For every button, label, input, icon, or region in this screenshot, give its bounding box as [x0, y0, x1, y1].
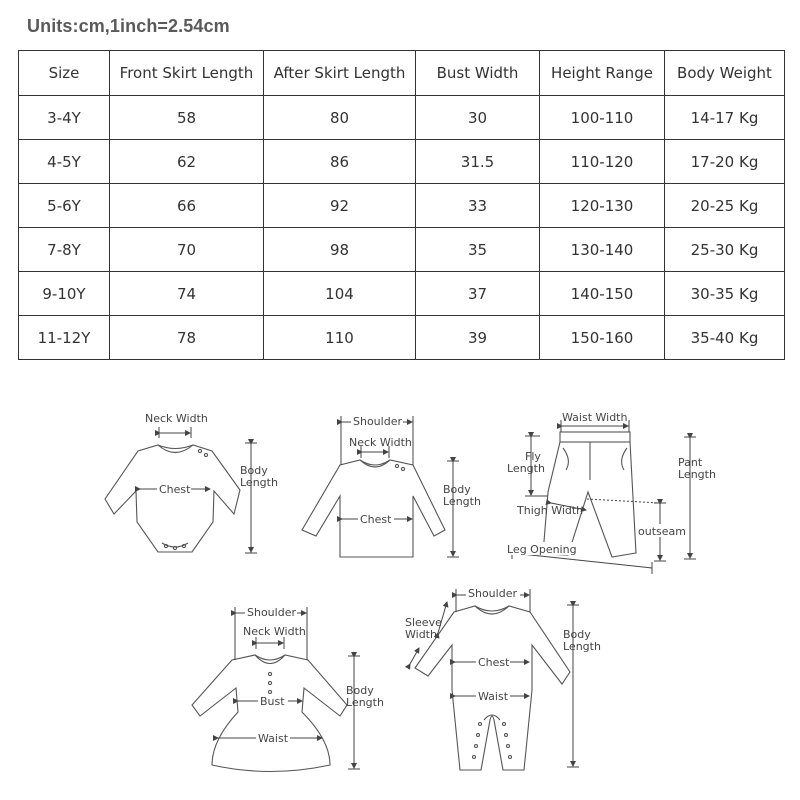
pants-waist-width-label: Waist Width — [562, 411, 628, 424]
pants-outseam-label: outseam — [638, 525, 686, 538]
top-body-length-label-1: Body — [443, 483, 471, 496]
cell-bust-width: 39 — [416, 316, 540, 360]
cell-front-skirt-length: 58 — [110, 96, 264, 140]
table-header-row — [19, 51, 785, 96]
top-shoulder-label: Shoulder — [353, 415, 402, 428]
romper-sleeve-width-label-1: Sleeve — [405, 616, 442, 629]
header-body-weight: Body Weight — [665, 51, 785, 96]
cell-bust-width: 35 — [416, 228, 540, 272]
table-row — [19, 228, 785, 272]
top-diagram — [302, 460, 445, 557]
pants-fly-length-label-1: Fly — [525, 450, 541, 463]
cell-after-skirt-length: 104 — [264, 272, 416, 316]
dress-body-length-label-2: Length — [346, 696, 384, 709]
bodysuit-chest-label: Chest — [159, 483, 191, 496]
dress-bust-label: Bust — [260, 695, 285, 708]
cell-height-range: 140-150 — [540, 272, 665, 316]
table-row — [19, 96, 785, 140]
cell-front-skirt-length: 78 — [110, 316, 264, 360]
cell-height-range: 120-130 — [540, 184, 665, 228]
romper-body-length-label-1: Body — [563, 628, 591, 641]
measurement-diagrams — [0, 385, 800, 800]
top-body-length-label-2: Length — [443, 495, 481, 508]
cell-height-range: 130-140 — [540, 228, 665, 272]
dress-waist-label: Waist — [258, 732, 289, 745]
cell-front-skirt-length: 62 — [110, 140, 264, 184]
table-row — [19, 316, 785, 360]
pants-diagram — [543, 432, 636, 557]
cell-bust-width: 31.5 — [416, 140, 540, 184]
pants-thigh-width-label: Thigh Width — [517, 504, 584, 517]
cell-body-weight: 17-20 Kg — [665, 140, 785, 184]
romper-body-length-label-2: Length — [563, 640, 601, 653]
bodysuit-neck-width-label: Neck Width — [145, 412, 208, 425]
bodysuit-diagram — [105, 445, 240, 552]
cell-bust-width: 37 — [416, 272, 540, 316]
dress-neck-width-label: Neck Width — [243, 625, 306, 638]
header-height-range: Height Range — [540, 51, 665, 96]
header-bust-width: Bust Width — [416, 51, 540, 96]
size-chart-table — [18, 50, 785, 360]
cell-size: 5-6Y — [19, 184, 110, 228]
top-neck-width-label: Neck Width — [349, 436, 412, 449]
header-size: Size — [19, 51, 110, 96]
cell-front-skirt-length: 66 — [110, 184, 264, 228]
header-front-skirt-length: Front Skirt Length — [110, 51, 264, 96]
pants-pant-length-label-2: Length — [678, 468, 716, 481]
dress-shoulder-label: Shoulder — [247, 606, 296, 619]
romper-sleeve-width-label-2: Width — [405, 628, 437, 641]
cell-after-skirt-length: 92 — [264, 184, 416, 228]
cell-front-skirt-length: 74 — [110, 272, 264, 316]
header-after-skirt-length: After Skirt Length — [264, 51, 416, 96]
cell-size: 11-12Y — [19, 316, 110, 360]
cell-bust-width: 33 — [416, 184, 540, 228]
top-chest-label: Chest — [360, 513, 392, 526]
bodysuit-body-length-label-1: Body — [240, 464, 268, 477]
romper-waist-label: Waist — [478, 690, 509, 703]
cell-body-weight: 20-25 Kg — [665, 184, 785, 228]
table-row — [19, 272, 785, 316]
cell-body-weight: 25-30 Kg — [665, 228, 785, 272]
bodysuit-body-length-label-2: Length — [240, 476, 278, 489]
pants-leg-opening-label: Leg Opening — [507, 543, 577, 556]
cell-bust-width: 30 — [416, 96, 540, 140]
cell-size: 9-10Y — [19, 272, 110, 316]
table-row — [19, 184, 785, 228]
cell-height-range: 100-110 — [540, 96, 665, 140]
cell-height-range: 150-160 — [540, 316, 665, 360]
cell-front-skirt-length: 70 — [110, 228, 264, 272]
cell-size: 3-4Y — [19, 96, 110, 140]
cell-after-skirt-length: 86 — [264, 140, 416, 184]
pants-pant-length-label-1: Pant — [678, 456, 703, 469]
dress-body-length-label-1: Body — [346, 684, 374, 697]
cell-after-skirt-length: 80 — [264, 96, 416, 140]
diagrams-svg — [0, 385, 800, 800]
cell-body-weight: 35-40 Kg — [665, 316, 785, 360]
cell-height-range: 110-120 — [540, 140, 665, 184]
romper-shoulder-label: Shoulder — [468, 587, 517, 600]
cell-body-weight: 14-17 Kg — [665, 96, 785, 140]
cell-after-skirt-length: 110 — [264, 316, 416, 360]
cell-size: 4-5Y — [19, 140, 110, 184]
cell-after-skirt-length: 98 — [264, 228, 416, 272]
units-note: Units:cm,1inch=2.54cm — [27, 16, 230, 36]
dress-diagram — [192, 655, 347, 772]
table-row — [19, 140, 785, 184]
cell-size: 7-8Y — [19, 228, 110, 272]
romper-chest-label: Chest — [478, 656, 510, 669]
pants-fly-length-label-2: Length — [507, 462, 545, 475]
cell-body-weight: 30-35 Kg — [665, 272, 785, 316]
